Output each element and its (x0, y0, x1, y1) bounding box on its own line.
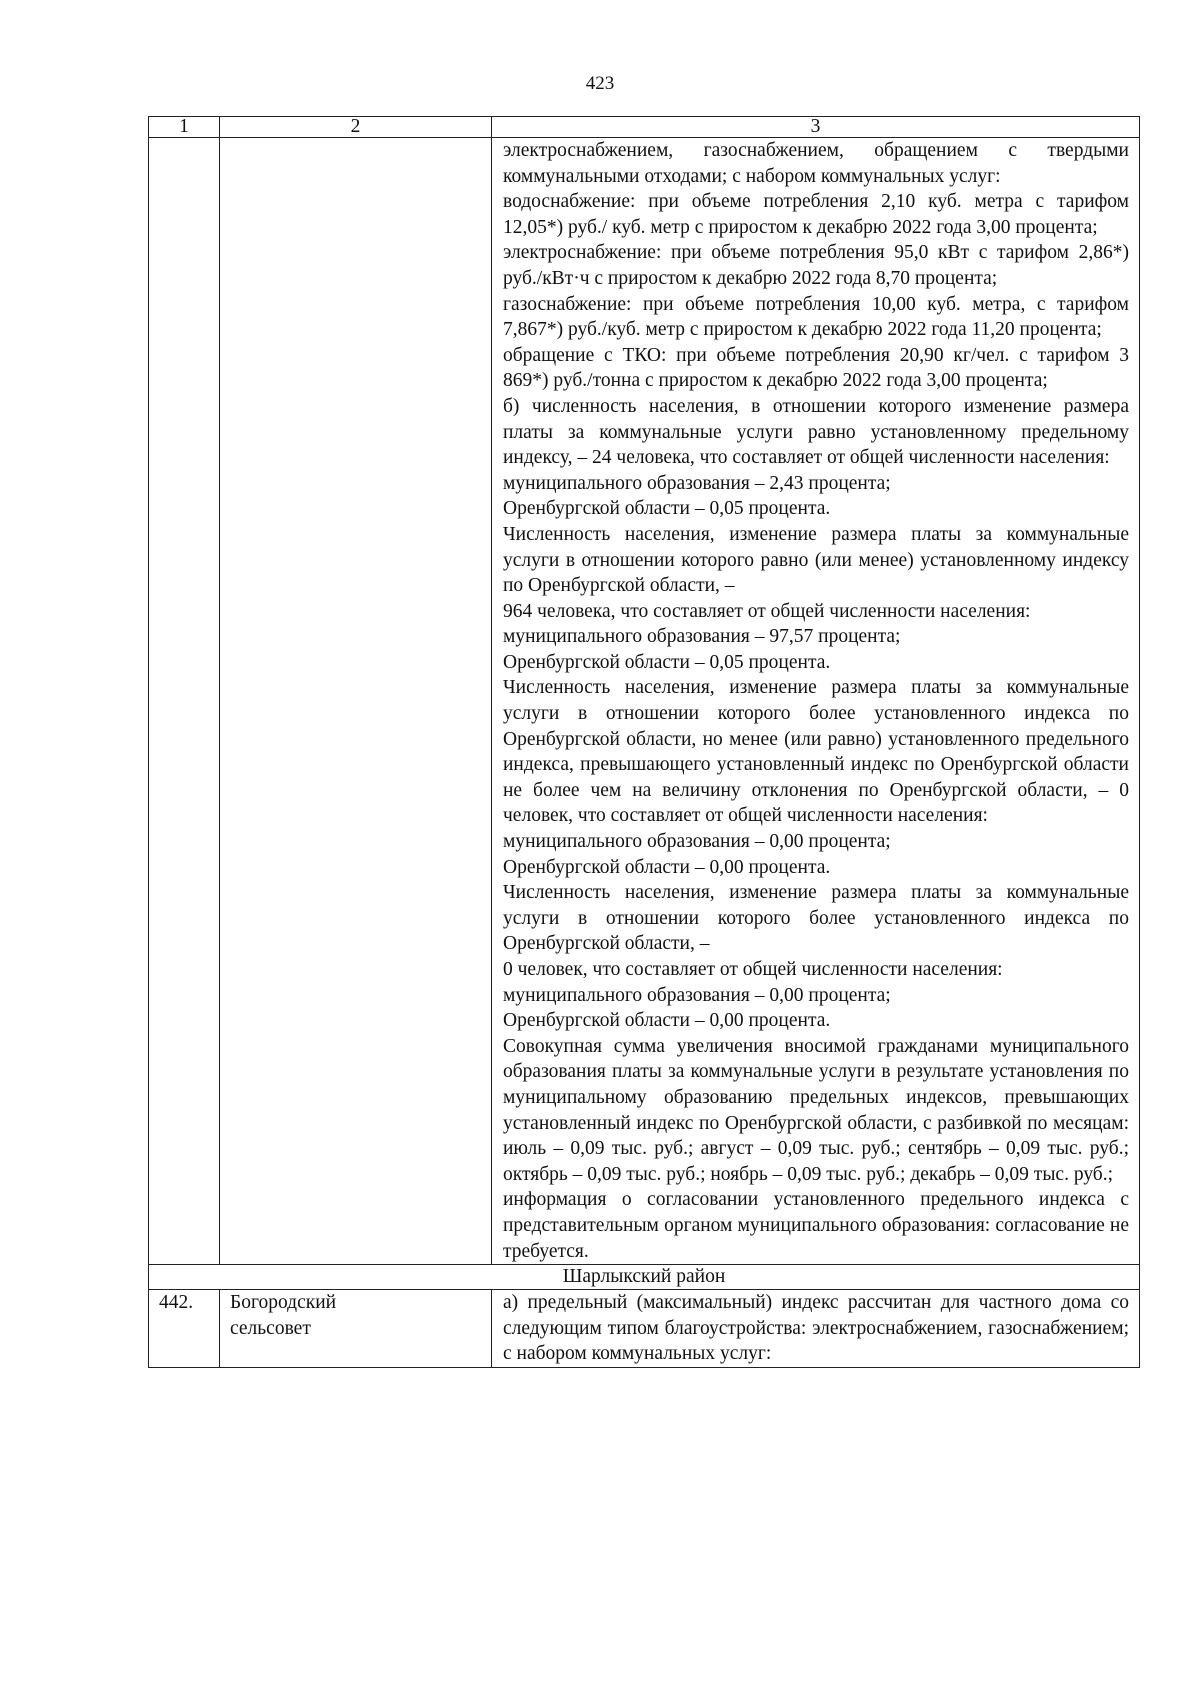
continuation-text-cell (492, 138, 1140, 1265)
continuation-number-cell (149, 138, 220, 1265)
entry-text-cell (492, 1290, 1140, 1368)
text-paragraph: Оренбургской области – 0,05 процента. (503, 498, 831, 520)
entry-name-line: Богородский (230, 1292, 337, 1314)
text-paragraph: Численность населения, изменение размера платы за коммунальные услуги в отношении которого более установленного индекса по Оренбургской области, но менее (или равно) установленного предельного индекса, превышающего установленный индекс по Оренбургской области не более чем на величину отклонения по Оренбургской области, – 0 человек, что составляет от общей численности населения: (503, 677, 1129, 827)
text-paragraph: 964 человека, что составляет от общей численности населения: (503, 600, 1031, 622)
text-paragraph: обращение с ТКО: при объеме потребления 20,90 кг/чел. с тарифом 3 869*) руб./тонна с приростом к декабрю 2022 года 3,00 процента; (503, 344, 1129, 392)
text-paragraph: муниципального образования – 0,00 процента; (503, 831, 891, 853)
header-col-1: 1 (149, 117, 220, 138)
text-paragraph: водоснабжение: при объеме потребления 2,10 куб. метра с тарифом 12,05*) руб./ куб. метр с приростом к декабрю 2022 года 3,00 процента; (503, 191, 1129, 238)
table-row (149, 1290, 1140, 1368)
entry-number: 442. (149, 1290, 220, 1368)
entry-name-line: сельсовет (230, 1317, 311, 1339)
text-paragraph: 0 человек, что составляет от общей численности населения: (503, 959, 1003, 980)
text-paragraph: Численность населения, изменение размера платы за коммунальные услуги в отношении которого более установленного индекса по Оренбургской области, – (503, 882, 1129, 955)
continuation-row (149, 138, 1140, 1265)
text-paragraph: электроснабжение: при объеме потребления 95,0 кВт с тарифом 2,86*) руб./кВт·ч с приростом к декабрю 2022 года 8,70 процента; (503, 242, 1129, 289)
continuation-name-cell (220, 138, 492, 1265)
text-paragraph: Совокупная сумма увеличения вносимой гражданами муниципального образования платы за коммунальные услуги в результате установления по муниципальному образованию предельных индексов, превышающих установленный индекс по Оренбургской области, с разбивкой по месяцам: июль – 0,09 тыс. руб.; август – 0,09 тыс. руб.; сентябрь – 0,09 тыс. руб.; октябрь – 0,09 тыс. руб.; ноябрь – 0,09 тыс. руб.; декабрь – 0,09 тыс. руб.; (503, 1035, 1129, 1185)
entry-text: а) предельный (максимальный) индекс рассчитан для частного дома со следующим типом благоустройства: электроснабжением, газоснабжением; с набором коммунальных услуг: (503, 1292, 1129, 1365)
header-row (149, 117, 1140, 138)
header-col-3: 3 (492, 117, 1140, 138)
text-paragraph: б) численность населения, в отношении которого изменение размера платы за коммунальные услуги равно установленному предельному индексу, – 24 человека, что составляет от общей численности населения: (503, 395, 1129, 469)
district-row (149, 1265, 1140, 1290)
page-number: 423 (585, 73, 615, 94)
text-paragraph: муниципального образования – 97,57 процента; (503, 626, 901, 648)
tariff-table (148, 116, 1140, 1368)
district-heading: Шарлыкский район (149, 1265, 1140, 1290)
text-paragraph: газоснабжение: при объеме потребления 10,00 куб. метра, с тарифом 7,867*) руб./куб. метр с приростом к декабрю 2022 года 11,20 процента; (503, 293, 1129, 341)
text-paragraph: Оренбургской области – 0,05 процента. (503, 651, 831, 673)
text-paragraph: Оренбургской области – 0,00 процента. (503, 856, 831, 878)
text-paragraph: муниципального образования – 2,43 процента; (503, 472, 891, 494)
text-paragraph: электроснабжением, газоснабжением, обращением с твердыми коммунальными отходами; с набором коммунальных услуг: (503, 140, 1129, 187)
header-col-2: 2 (220, 117, 492, 138)
entry-name-cell (220, 1290, 492, 1368)
text-paragraph: муниципального образования – 0,00 процента; (503, 984, 891, 1006)
text-paragraph: Оренбургской области – 0,00 процента. (503, 1010, 831, 1032)
text-paragraph: Численность населения, изменение размера платы за коммунальные услуги в отношении которого равно (или менее) установленному индексу по Оренбургской области, – (503, 523, 1129, 597)
text-paragraph: информация о согласовании установленного предельного индекса с представительным органом муниципального образования: согласование не требуется. (503, 1189, 1129, 1262)
